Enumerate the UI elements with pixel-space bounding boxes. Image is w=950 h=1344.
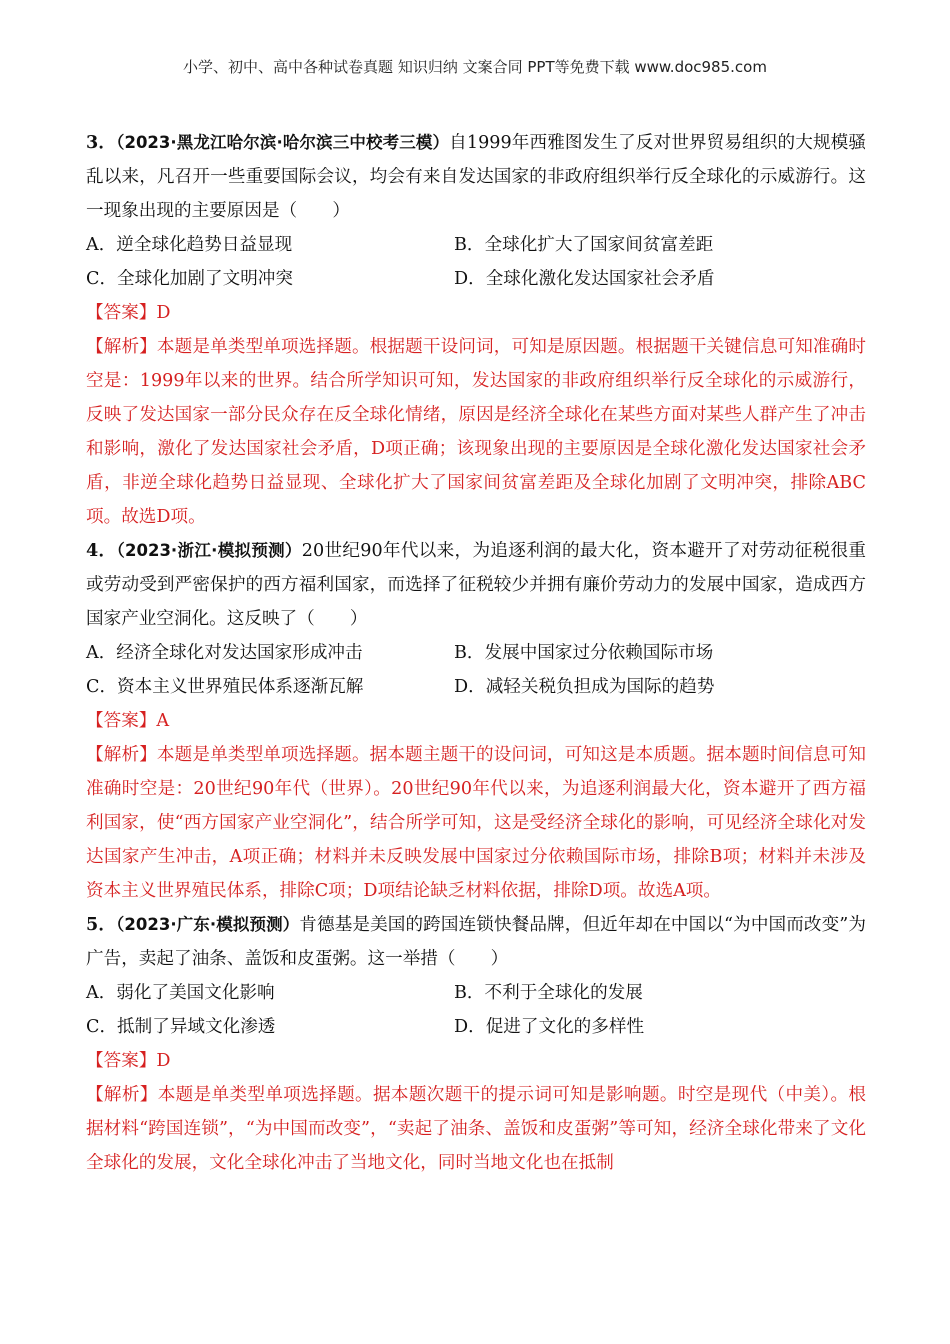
question-3 <box>86 126 866 534</box>
options <box>86 228 866 296</box>
option-a: A．弱化了美国文化影响 <box>86 983 275 1003</box>
question-number: 4． <box>86 540 117 561</box>
analysis-text: 本题是单类型单项选择题。据本题次题干的提示词可知是影响题。时空是现代（中美）。根据材料“跨国连锁”，“为中国而改变”，“卖起了油条、盖饭和皮蛋粥”等可知，经济全球化带来了文化全球化的发展，文化全球化冲击了当地文化，同时当地文化也在抵制 <box>86 1085 866 1173</box>
question-stem <box>86 126 866 228</box>
analysis-text: 本题是单类型单项选择题。据本题主题干的设问词，可知这是本质题。据本题时间信息可知准确时空是：20世纪90年代（世界）。20世纪90年代以来，为追逐利润最大化，资本避开了西方福利国家，使“西方国家产业空洞化”，结合所学可知，这是受经济全球化的影响，可见经济全球化对发达国家产生冲击，A项正确；材料并未反映发展中国家过分依赖国际市场，排除B项；材料并未涉及资本主义世界殖民体系，排除C项；D项结论缺乏材料依据，排除D项。故选A项。 <box>86 745 866 901</box>
question-stem <box>86 908 866 976</box>
answer <box>86 704 866 738</box>
answer <box>86 1044 866 1078</box>
option-b: B．全球化扩大了国家间贫富差距 <box>454 235 714 255</box>
answer <box>86 296 866 330</box>
analysis <box>86 1078 866 1180</box>
option-d: D．全球化激化发达国家社会矛盾 <box>454 269 715 289</box>
answer-label: 【答案】 <box>86 711 157 731</box>
analysis-label: 【解析】 <box>86 745 157 765</box>
answer-value: D <box>156 1051 171 1071</box>
question-number: 3． <box>86 132 117 153</box>
analysis <box>86 738 866 908</box>
question-source: （2023·黑龙江哈尔滨·哈尔滨三中校考三模） <box>116 133 450 152</box>
analysis-label: 【解析】 <box>86 337 157 357</box>
answer-value: D <box>156 303 171 323</box>
analysis-text: 本题是单类型单项选择题。根据题干设问词，可知是原因题。根据题干关键信息可知准确时空是：1999年以来的世界。结合所学知识可知，发达国家的非政府组织举行反全球化的示威游行，反映了发达国家一部分民众存在反全球化情绪，原因是经济全球化在某些方面对某些人群产生了冲击和影响，激化了发达国家社会矛盾，D项正确；该现象出现的主要原因是全球化激化发达国家社会矛盾，非逆全球化趋势日益显现、全球化扩大了国家间贫富差距及全球化加剧了文明冲突，排除ABC项。故选D项。 <box>86 337 866 527</box>
question-source: （2023·浙江·模拟预测） <box>116 541 302 560</box>
option-c: C．全球化加剧了文明冲突 <box>86 269 293 289</box>
answer-value: A <box>156 711 170 731</box>
question-source: （2023·广东·模拟预测） <box>116 915 300 934</box>
page-header: 小学、初中、高中各种试卷真题 知识归纳 文案合同 PPT等免费下载 www.doc985.com <box>183 58 767 76</box>
question-4 <box>86 534 866 908</box>
option-a: A．逆全球化趋势日益显现 <box>86 235 293 255</box>
answer-label: 【答案】 <box>86 303 157 323</box>
question-number: 5． <box>86 914 117 935</box>
answer-label: 【答案】 <box>86 1051 157 1071</box>
option-b: B．不利于全球化的发展 <box>454 983 643 1003</box>
analysis-label: 【解析】 <box>86 1085 158 1105</box>
option-a: A．经济全球化对发达国家形成冲击 <box>86 643 363 663</box>
option-d: D．促进了文化的多样性 <box>454 1017 645 1037</box>
option-b: B．发展中国家过分依赖国际市场 <box>454 643 714 663</box>
question-text: 肯德基是美国的跨国连锁快餐品牌，但近年却在中国以“为中国而改变”为广告，卖起了油条、盖饭和皮蛋粥。这一举措（ ） <box>86 915 866 969</box>
question-text: 自1999年西雅图发生了反对世界贸易组织的大规模骚乱以来，凡召开一些重要国际会议，均会有来自发达国家的非政府组织举行反全球化的示威游行。这一现象出现的主要原因是（ ） <box>86 133 866 221</box>
question-5 <box>86 908 866 1180</box>
question-text: 20世纪90年代以来，为追逐利润的最大化，资本避开了对劳动征税很重或劳动受到严密保护的西方福利国家，而选择了征税较少并拥有廉价劳动力的发展中国家，造成西方国家产业空洞化。这反映了（ ） <box>86 541 866 629</box>
analysis <box>86 330 866 534</box>
option-c: C．资本主义世界殖民体系逐渐瓦解 <box>86 677 364 697</box>
question-list <box>86 126 866 1180</box>
option-d: D．减轻关税负担成为国际的趋势 <box>454 677 715 697</box>
option-c: C．抵制了异域文化渗透 <box>86 1017 276 1037</box>
options <box>86 636 866 704</box>
question-stem <box>86 534 866 636</box>
options <box>86 976 866 1044</box>
